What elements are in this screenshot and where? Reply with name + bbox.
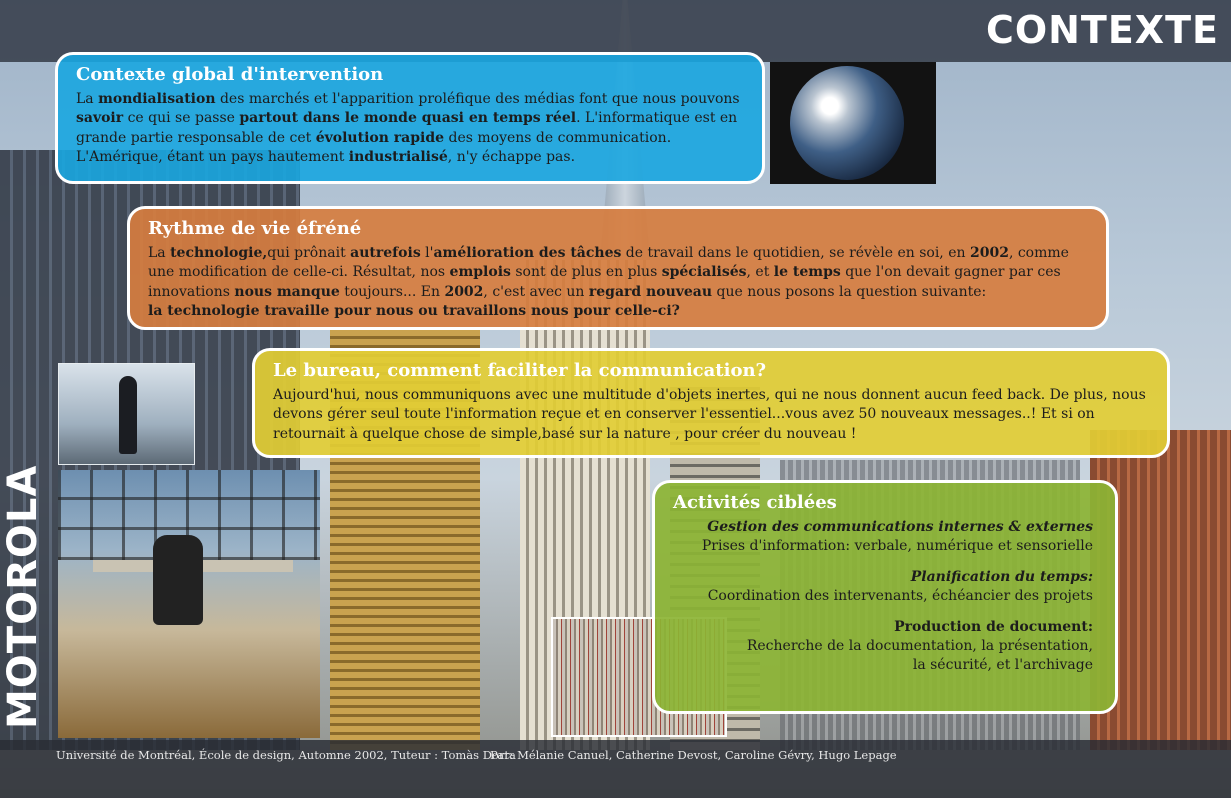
emphasis-text: spécialisés <box>661 264 747 280</box>
emphasis-text: nous manque <box>234 283 340 300</box>
emphasis-text: technologie, <box>170 244 268 261</box>
page-title: CONTEXTE <box>985 8 1219 52</box>
emphasis-text: amélioration des tâches <box>433 244 622 261</box>
emphasis-text: industrialisé <box>348 149 448 165</box>
activity-item <box>673 618 1093 675</box>
footer-credits-school: Université de Montréal, École de design, Automne 2002, Tuteur : Tomàs Dorta <box>56 748 516 762</box>
panel-body: Aujourd'hui, nous communiquons avec une multitude d'objets inertes, qui ne nous donnent aucun feed back. De plus, nous devons gérer seul toute l'information reçue et en conserver l'essentiel...vous avez 50 nouveaux messages..! Et si on retournait à quelque chose de simple,basé sur la nature , pour créer du nouveau ! <box>273 386 1146 442</box>
activity-heading: Production de document: <box>894 618 1093 635</box>
activity-heading: Planification du temps: <box>910 568 1093 585</box>
earth-photo <box>770 62 936 184</box>
panel-activites-ciblees <box>652 480 1118 714</box>
activity-item <box>673 518 1093 556</box>
emphasis-text: 2002 <box>969 244 1009 261</box>
emphasis-text: mondialisation <box>98 90 216 107</box>
emphasis-text: le temps <box>773 264 841 280</box>
activity-heading: Gestion des communications internes & externes <box>707 518 1093 535</box>
emphasis-text: savoir <box>76 110 124 126</box>
panel-title: Activités ciblées <box>673 492 837 513</box>
activity-detail: Prises d'information: verbale, numérique et sensorielle <box>701 537 1093 554</box>
brand-logo-text: MOTOROLA <box>0 464 46 729</box>
emphasis-text: évolution rapide <box>315 129 445 146</box>
emphasis-text: autrefois <box>350 244 421 261</box>
man-at-window-photo <box>58 363 195 465</box>
activities-list <box>673 518 1093 675</box>
panel-contexte-global <box>55 52 765 184</box>
emphasis-text: regard nouveau <box>588 283 713 300</box>
activity-detail: Coordination des intervenants, échéancier des projets <box>707 587 1093 604</box>
panel-title: Contexte global d'intervention <box>76 64 384 85</box>
panel-body: La mondialisation des marchés et l'apparition proléfique des médias font que nous pouvons savoir ce qui se passe partout dans le monde quasi en temps réel. L'informatique est en grande partie responsable de cet évolution rapide des moyens de communication. L'Amérique, étant un pays hautement industrialisé, n'y échappe pas. <box>76 90 740 165</box>
emphasis-text: la technologie travaille pour nous ou travaillons nous pour celle-ci? <box>148 303 680 319</box>
emphasis-text: emplois <box>449 264 511 280</box>
emphasis-text: 2002 <box>444 283 484 300</box>
office-photo <box>58 470 320 738</box>
emphasis-text: partout dans le monde quasi en temps réel <box>239 110 577 126</box>
panel-bureau-communication <box>252 348 1170 458</box>
panel-body: La technologie,qui prônait autrefois l'amélioration des tâches de travail dans le quotidien, se révèle en soi, en 2002, comme une modification de celle-ci. Résultat, nos emplois sont de plus en plus spécialisés, et le temps que l'on devait gagner par ces innovations nous manque toujours... En 2002, c'est avec un regard nouveau que nous posons la question suivante: la technologie travaille pour nous ou travaillons nous pour celle-ci? <box>148 244 1069 319</box>
activity-detail: la sécurité, et l'archivage <box>912 656 1093 673</box>
office-chair <box>153 535 203 625</box>
panel-rythme-de-vie <box>127 206 1109 330</box>
activity-item <box>673 568 1093 606</box>
globe-image <box>790 66 904 180</box>
panel-title: Rythme de vie éfréné <box>148 218 362 239</box>
panel-title: Le bureau, comment faciliter la communication? <box>273 360 767 381</box>
activity-detail: Recherche de la documentation, la présentation, <box>746 637 1093 654</box>
person-silhouette <box>119 376 137 454</box>
footer-credits-authors: Par: Mélanie Canuel, Catherine Devost, Caroline Gévry, Hugo Lepage <box>490 748 897 762</box>
